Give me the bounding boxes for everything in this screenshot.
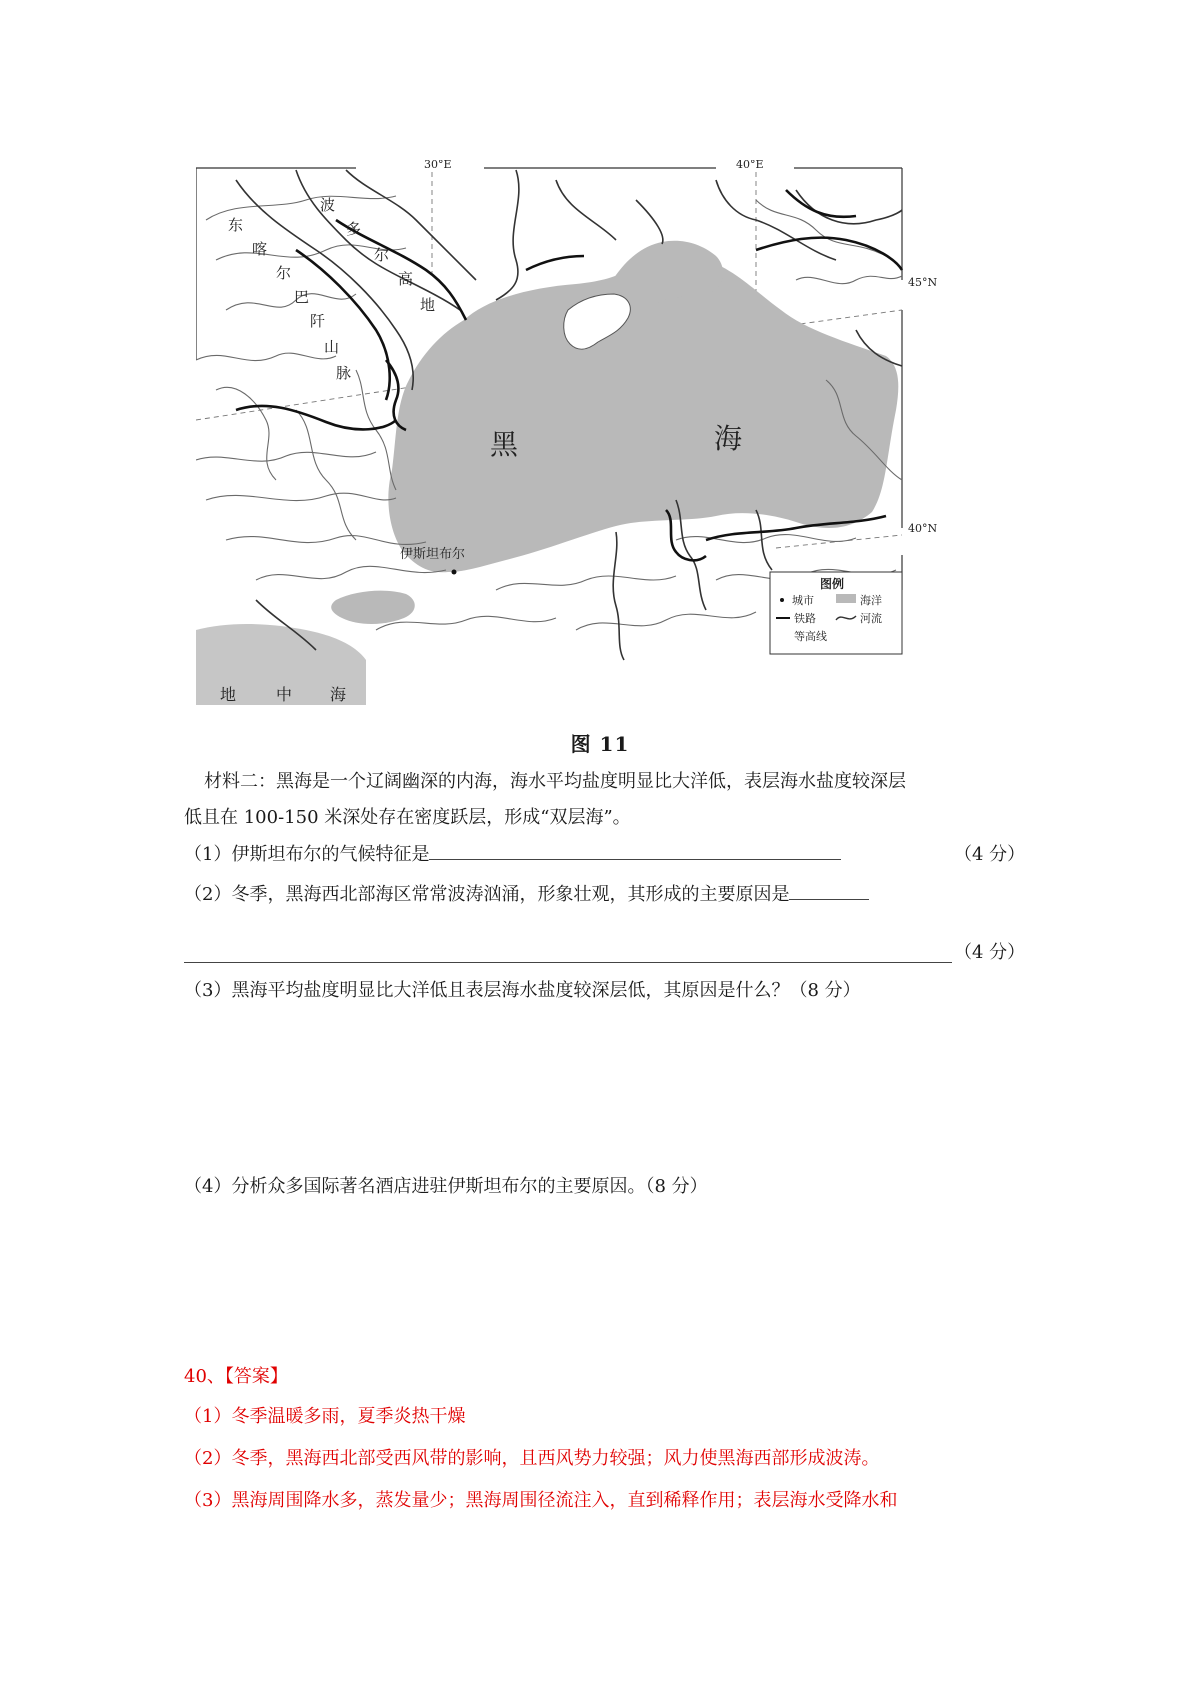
label-eastern-carpathians-1: 东 [228, 216, 244, 234]
question-2-score: （4 分） [954, 942, 1026, 963]
istanbul-city-dot [452, 570, 457, 575]
material-line-1: 材料二：黑海是一个辽阔幽深的内海，海水平均盐度明显比大洋低，表层海水盐度较深层 [204, 771, 906, 792]
answer-blank-2a[interactable] [789, 881, 869, 900]
answer-blank-2b[interactable] [184, 944, 952, 963]
figure-caption: 图 11 [570, 732, 630, 756]
label-podolian-upland-3: 尔 [374, 246, 390, 264]
label-mediterranean-3: 海 [330, 685, 347, 704]
answer-line-1: （1）冬季温暖多雨，夏季炎热干燥 [184, 1406, 466, 1427]
label-eastern-carpathians-2: 喀 [252, 240, 268, 258]
label-podolian-upland-5: 地 [420, 296, 436, 314]
map-figure [196, 160, 976, 705]
label-podolian-upland-4: 高 [398, 270, 414, 288]
legend-city: 城市 [792, 594, 814, 607]
question-2-text: （2）冬季，黑海西北部海区常常波涛汹涌，形象壮观，其形成的主要原因是 [184, 884, 790, 905]
label-eastern-carpathians-4: 巴 [294, 288, 310, 306]
legend-railway: 铁路 [794, 612, 816, 625]
question-1-text: （1）伊斯坦布尔的气候特征是 [184, 844, 430, 865]
label-eastern-carpathians-7: 脉 [336, 364, 352, 382]
label-eastern-carpathians-3: 尔 [276, 264, 292, 282]
label-black-sea-1: 黑 [490, 428, 519, 461]
label-mediterranean-2: 中 [276, 685, 293, 704]
lon-label-40e: 40°E [736, 160, 764, 171]
question-3: （3）黑海平均盐度明显比大洋低且表层海水盐度较深层低，其原因是什么？（8 分） [184, 980, 861, 1001]
label-mediterranean-1: 地 [220, 685, 237, 704]
legend-contour: 等高线 [794, 630, 827, 643]
answer-blank-1[interactable] [429, 841, 841, 860]
label-eastern-carpathians-6: 山 [324, 338, 340, 356]
lat-label-45n: 45°N [908, 276, 938, 289]
question-1 [184, 840, 841, 870]
label-black-sea-2: 海 [714, 422, 743, 455]
answer-line-3: （3）黑海周围降水多，蒸发量少；黑海周围径流注入，直到稀释作用；表层海水受降水和 [184, 1490, 898, 1511]
question-2 [184, 880, 869, 910]
answer-heading: 40、【答案】 [184, 1366, 288, 1387]
label-eastern-carpathians-5: 阡 [310, 312, 326, 330]
label-istanbul: 伊斯坦布尔 [400, 547, 466, 562]
question-1-score: （4 分） [954, 844, 1026, 865]
legend-river: 河流 [860, 612, 882, 625]
answer-line-2: （2）冬季，黑海西北部受西风带的影响，且西风势力较强；风力使黑海西部形成波涛。 [184, 1448, 880, 1469]
lon-label-30e: 30°E [424, 160, 452, 171]
label-podolian-upland-1: 波 [320, 196, 336, 214]
material-line-2: 低且在 100-150 米深处存在密度跃层，形成“双层海”。 [184, 807, 631, 828]
marmara-sea [331, 591, 415, 624]
lat-label-40n: 40°N [908, 522, 938, 535]
map-legend [770, 572, 902, 654]
legend-ocean-icon [836, 594, 856, 603]
label-podolian-upland-2: 多 [346, 220, 362, 238]
legend-ocean: 海洋 [860, 594, 882, 607]
legend-title: 图例 [820, 577, 845, 591]
question-4: （4）分析众多国际著名酒店进驻伊斯坦布尔的主要原因。（8 分） [184, 1176, 708, 1197]
legend-city-icon [780, 598, 784, 602]
